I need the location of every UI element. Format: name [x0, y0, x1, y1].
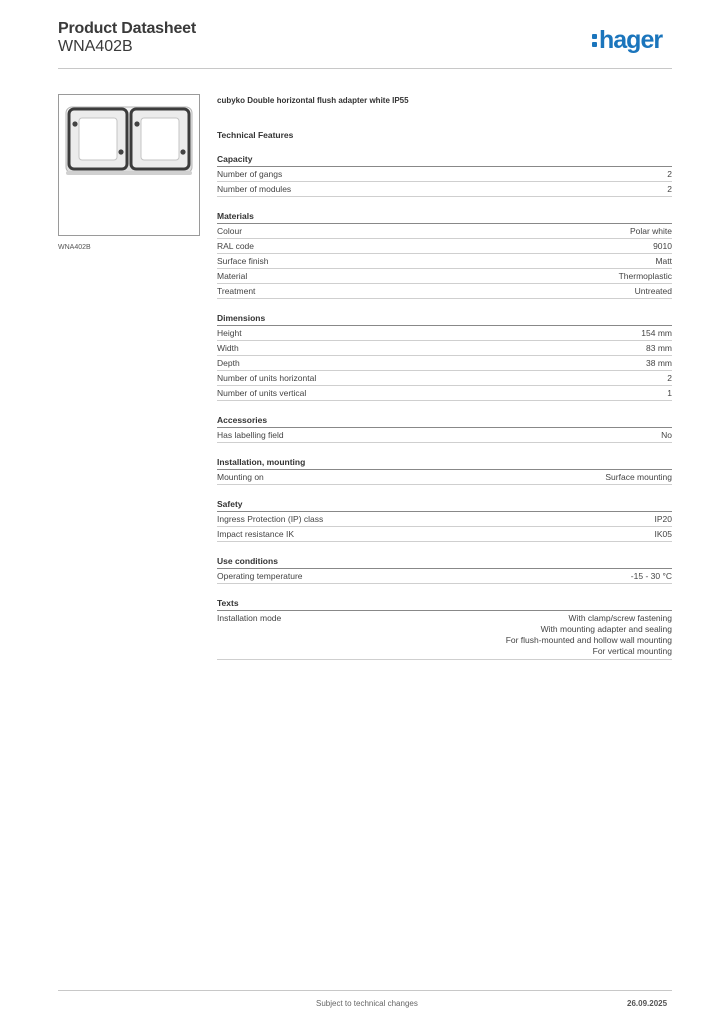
spec-value: 2	[667, 373, 672, 383]
brand-name: hager	[599, 26, 663, 54]
spec-value: 83 mm	[646, 343, 672, 353]
spec-row	[217, 569, 672, 584]
spec-label: Height	[217, 328, 242, 338]
header-divider	[58, 68, 672, 69]
spec-value: 2	[667, 169, 672, 179]
spec-value: -15 - 30 °C	[630, 571, 672, 581]
product-image	[58, 94, 200, 236]
product-image-caption: WNA402B	[58, 244, 91, 251]
spec-value: With clamp/screw fastening	[568, 613, 672, 623]
spec-value: For vertical mounting	[592, 646, 672, 656]
spec-value: 154 mm	[641, 328, 672, 338]
spec-value: No	[661, 430, 672, 440]
spec-value: Thermoplastic	[618, 271, 672, 281]
spec-value: IP20	[654, 514, 672, 524]
spec-content	[217, 96, 672, 660]
spec-value: Untreated	[634, 286, 672, 296]
spec-label: Treatment	[217, 286, 256, 296]
adapter-illustration	[59, 95, 199, 235]
spec-label: RAL code	[217, 241, 255, 251]
spec-value: For flush-mounted and hollow wall mounting	[505, 635, 672, 645]
product-code: WNA402B	[58, 38, 133, 55]
spec-label: Mounting on	[217, 472, 264, 482]
spec-row-installation-mode	[217, 611, 672, 660]
spec-value: 38 mm	[646, 358, 672, 368]
spec-row	[217, 254, 672, 269]
spec-row	[217, 428, 672, 443]
group-title: Installation, mounting	[217, 457, 672, 470]
spec-groups	[217, 154, 672, 584]
group-title: Capacity	[217, 154, 672, 167]
spec-value: Surface mounting	[605, 472, 672, 482]
spec-row	[217, 182, 672, 197]
product-description: cubyko Double horizontal flush adapter white IP55	[217, 96, 409, 105]
spec-label: Installation mode	[217, 613, 282, 623]
spec-label: Impact resistance IK	[217, 529, 295, 539]
spec-row	[217, 239, 672, 254]
spec-label: Number of modules	[217, 184, 292, 194]
spec-label: Colour	[217, 226, 243, 236]
spec-row	[217, 341, 672, 356]
group-title: Safety	[217, 499, 672, 512]
group-title: Accessories	[217, 415, 672, 428]
spec-label: Number of gangs	[217, 169, 283, 179]
spec-row	[217, 386, 672, 401]
page-title: Product Datasheet	[58, 20, 196, 37]
spec-label: Has labelling field	[217, 430, 284, 440]
spec-label: Surface finish	[217, 256, 269, 266]
group-title-texts: Texts	[217, 598, 672, 611]
spec-value: 9010	[653, 241, 672, 251]
spec-value: 1	[667, 388, 672, 398]
spec-label: Number of units horizontal	[217, 373, 317, 383]
spec-row	[217, 512, 672, 527]
spec-label: Width	[217, 343, 239, 353]
spec-value: Matt	[655, 256, 672, 266]
spec-value: IK05	[654, 529, 672, 539]
spec-row	[217, 167, 672, 182]
footer-date: 26.09.2025	[627, 999, 668, 1008]
spec-label: Operating temperature	[217, 571, 303, 581]
spec-value: Polar white	[629, 226, 672, 236]
spec-label: Ingress Protection (IP) class	[217, 514, 324, 524]
spec-row	[217, 356, 672, 371]
spec-row	[217, 326, 672, 341]
footer-note: Subject to technical changes	[316, 999, 418, 1008]
spec-label: Depth	[217, 358, 240, 368]
group-title: Dimensions	[217, 313, 672, 326]
spec-row	[217, 371, 672, 386]
spec-row	[217, 224, 672, 239]
spec-value: 2	[667, 184, 672, 194]
group-title: Use conditions	[217, 556, 672, 569]
spec-label: Material	[217, 271, 248, 281]
installation-mode-values	[506, 613, 672, 657]
spec-value: With mounting adapter and sealing	[540, 624, 672, 634]
spec-row	[217, 527, 672, 542]
footer-divider	[58, 990, 672, 991]
spec-row	[217, 470, 672, 485]
logo-dots-icon	[592, 32, 597, 48]
brand-logo	[592, 28, 662, 53]
spec-row	[217, 269, 672, 284]
spec-label: Number of units vertical	[217, 388, 307, 398]
spec-row	[217, 284, 672, 299]
group-title: Materials	[217, 211, 672, 224]
technical-features-heading: Technical Features	[217, 130, 294, 140]
